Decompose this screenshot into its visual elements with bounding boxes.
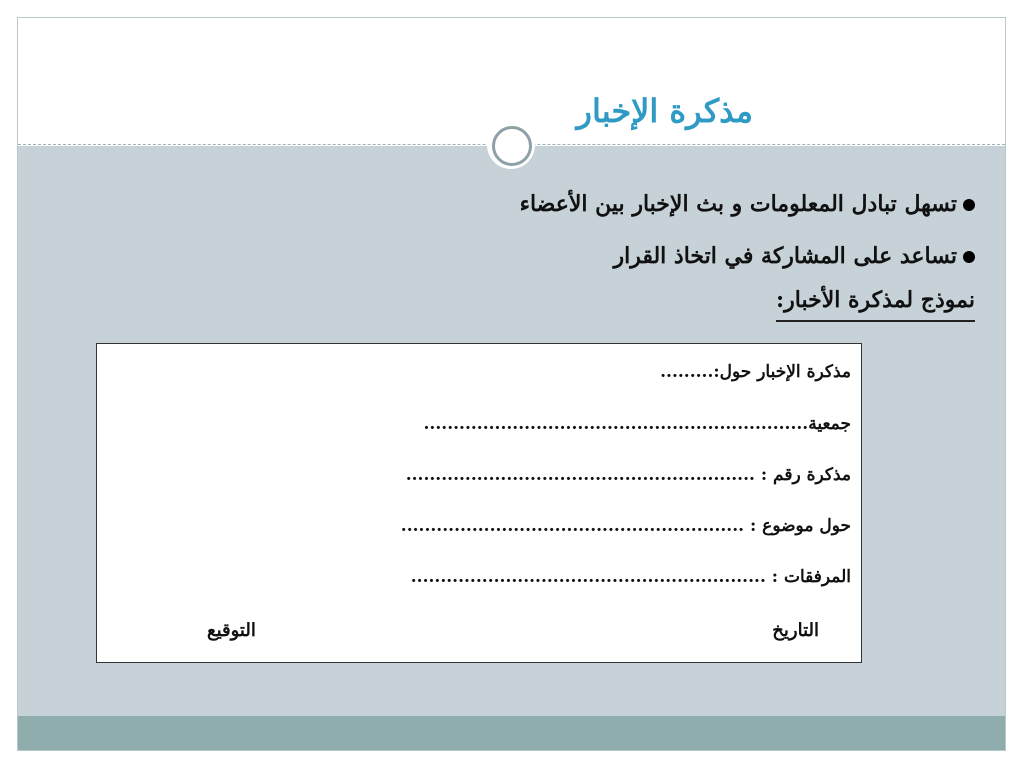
footer-band [18, 716, 1005, 751]
form-line-attachments: المرفقات : ............................................................ [410, 567, 851, 587]
form-signature-label: التوقيع [207, 620, 256, 641]
bullet-dot-icon [963, 251, 975, 263]
slide-title: مذكرة الإخبار [576, 92, 753, 130]
form-line-memo-number: مذكرة رقم : ........................................................... [405, 465, 851, 485]
slide [17, 17, 1006, 751]
model-heading: نموذج لمذكرة الأخبار: [776, 282, 975, 322]
bullet-dot-icon [963, 199, 975, 211]
bullet-text: تساعد على المشاركة في اتخاذ القرار [613, 243, 957, 269]
bullet-item [315, 178, 975, 230]
circle-ornament-icon [487, 121, 535, 169]
form-line-subject: مذكرة الإخبار حول:......... [660, 362, 851, 382]
form-line-association: جمعية................................................................. [423, 414, 851, 434]
ornament-ring [492, 126, 532, 166]
bullet-item [315, 230, 975, 282]
bullet-list [315, 178, 975, 322]
form-date-label: التاريخ [772, 620, 819, 641]
form-line-topic: حول موضوع : .......................................................... [400, 516, 851, 536]
memo-form-template [96, 343, 862, 663]
bullet-text: تسهل تبادل المعلومات و بث الإخبار بين الأعضاء [519, 191, 957, 217]
